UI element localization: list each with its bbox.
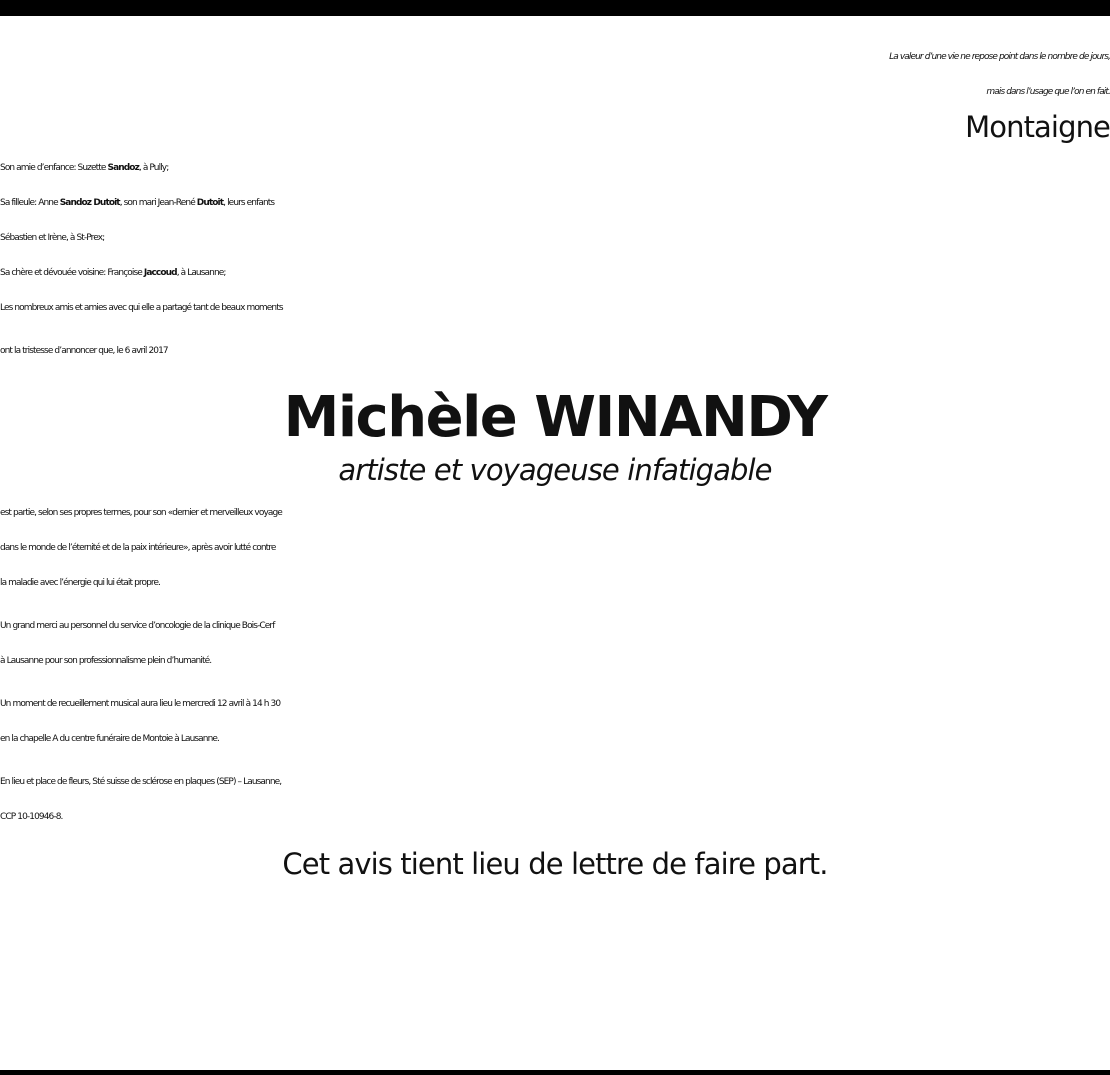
mourner-surname: Sandoz Dutoit bbox=[59, 198, 120, 208]
mourner-text: , son mari Jean-René bbox=[119, 198, 197, 208]
deceased-name: Michèle WINANDY bbox=[283, 385, 827, 450]
quote-line-2: mais dans l’usage que l’on en fait. bbox=[986, 87, 1110, 97]
mourner-line bbox=[0, 151, 1110, 186]
mourner-text: Sébastien et Irène, à St-Prex; bbox=[0, 233, 105, 243]
paragraph-departure bbox=[0, 496, 1110, 601]
mourner-text: , à Pully; bbox=[138, 163, 169, 173]
paragraph-ceremony bbox=[0, 687, 1110, 757]
deceased-subtitle: artiste et voyageuse infatigable bbox=[338, 453, 772, 487]
paragraph-line: est partie, selon ses propres termes, pour son «dernier et merveilleux voyage bbox=[0, 508, 282, 518]
mourner-surname: Dutoit bbox=[196, 198, 224, 208]
bottom-border-rule bbox=[0, 1070, 1110, 1075]
epigraph-quote bbox=[0, 40, 1110, 145]
paragraph-line: Un moment de recueillement musical aura lieu le mercredi 12 avril à 14 h 30 bbox=[0, 699, 281, 709]
quote-line-1: La valeur d’une vie ne repose point dans le nombre de jours, bbox=[889, 52, 1110, 62]
paragraph-line: dans le monde de l’éternité et de la paix intérieure», après avoir lutté contre bbox=[0, 543, 276, 553]
paragraph-line: CCP 10-10946-8. bbox=[0, 812, 63, 822]
paragraph-thanks bbox=[0, 609, 1110, 679]
paragraph-line: En lieu et place de fleurs, Sté suisse de sclérose en plaques (SEP) – Lausanne, bbox=[0, 777, 282, 787]
mourner-surname: Sandoz bbox=[107, 163, 139, 173]
mourner-text: Les nombreux amis et amies avec qui elle a partagé tant de beaux moments bbox=[0, 303, 283, 313]
quote-author: Montaigne bbox=[965, 110, 1110, 144]
announcement-line: ont la tristesse d’annoncer que, le 6 avril 2017 bbox=[0, 346, 168, 356]
paragraph-donations bbox=[0, 765, 1110, 835]
paragraph-line: Un grand merci au personnel du service d’oncologie de la clinique Bois-Cerf bbox=[0, 621, 275, 631]
paragraph-line: la maladie avec l’énergie qui lui était propre. bbox=[0, 578, 161, 588]
mourner-line bbox=[0, 186, 1110, 221]
mourner-text: , leurs enfants bbox=[223, 198, 275, 208]
mourner-text: Sa filleule: Anne bbox=[0, 198, 60, 208]
paragraph-line: à Lausanne pour son professionnalisme plein d’humanité. bbox=[0, 656, 212, 666]
mourner-text: Son amie d’enfance: Suzette bbox=[0, 163, 108, 173]
mourners-list bbox=[0, 151, 1110, 326]
mourner-line bbox=[0, 221, 1110, 256]
mourner-line bbox=[0, 291, 1110, 326]
paragraph-line: en la chapelle A du centre funéraire de Montoie à Lausanne. bbox=[0, 734, 219, 744]
obituary-notice bbox=[0, 40, 1110, 882]
closing-note: Cet avis tient lieu de lettre de faire part. bbox=[282, 847, 828, 881]
mourner-text: Sa chère et dévouée voisine: Françoise bbox=[0, 268, 144, 278]
mourner-line bbox=[0, 256, 1110, 291]
mourner-surname: Jaccoud bbox=[143, 268, 177, 278]
mourner-text: , à Lausanne; bbox=[176, 268, 226, 278]
top-border-rule bbox=[0, 0, 1110, 16]
